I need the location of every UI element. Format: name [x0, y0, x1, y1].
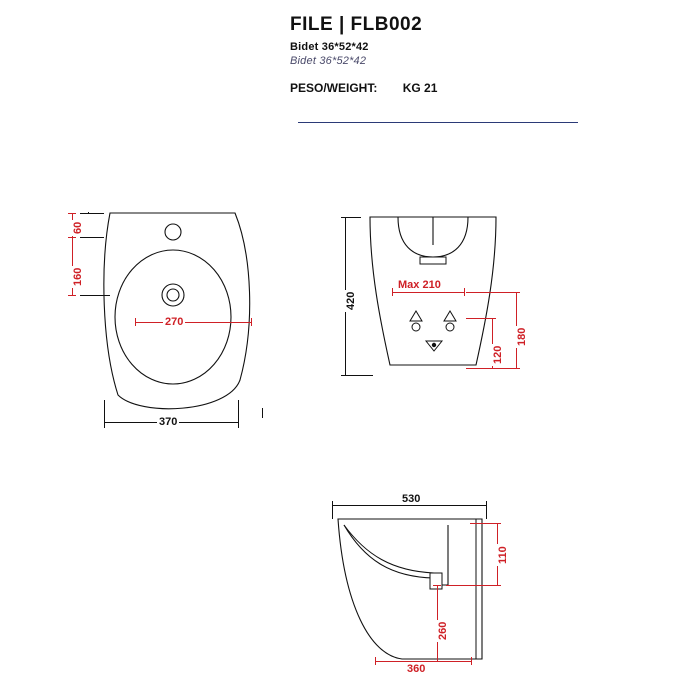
subtitle-english: Bidet 36*52*42 — [290, 55, 367, 67]
top-ext-line-mid — [80, 237, 104, 238]
top-ext-370-left — [104, 400, 105, 428]
side-dim-360-tick-right — [471, 657, 472, 665]
top-dim-270-text: 270 — [165, 316, 184, 328]
top-dim-160-text: 160 — [72, 267, 84, 286]
side-dim-110-text: 110 — [497, 546, 509, 564]
top-dim-270-line — [135, 322, 251, 323]
top-dim-270-tick-left — [135, 318, 136, 326]
front-ext-bottom — [345, 375, 373, 376]
side-ext-530-left — [332, 505, 333, 519]
front-ext-120-top — [466, 318, 496, 319]
front-ext-top — [345, 217, 361, 218]
header-divider — [298, 122, 578, 123]
weight-value: KG 21 — [402, 81, 438, 95]
front-ext-180-top — [466, 292, 520, 293]
front-dim-max210-tick-left — [392, 288, 393, 296]
side-ext-530-right — [486, 505, 487, 519]
top-dim-270-tick-right — [251, 318, 252, 326]
subtitle-italian: Bidet 36*52*42 — [290, 41, 369, 53]
side-view-drawing — [330, 515, 490, 665]
front-ext-180-bottom — [466, 368, 520, 369]
side-view — [330, 515, 490, 665]
front-view — [358, 215, 508, 375]
front-dim-max210-line — [392, 292, 464, 293]
side-dim-360-text: 360 — [407, 663, 426, 675]
top-ext-370-far-right — [262, 408, 263, 418]
weight-label: PESO/WEIGHT: — [290, 81, 378, 95]
side-dim-260-text: 260 — [437, 621, 449, 640]
front-dim-120-text: 120 — [492, 345, 504, 364]
side-dim-360-tick-left — [375, 657, 376, 665]
weight-row — [290, 81, 690, 95]
front-dim-420-text: 420 — [345, 291, 357, 310]
top-ext-370-right — [238, 400, 239, 428]
side-ext-110-top — [470, 523, 500, 524]
side-dim-530-line — [332, 505, 486, 506]
top-dim-60-tick-top — [68, 213, 76, 214]
top-ext-line-top — [80, 213, 104, 214]
front-dim-180-text: 180 — [516, 327, 528, 346]
top-dim-60-text: 60 — [72, 221, 84, 234]
side-dim-260-tick-top — [433, 585, 441, 586]
front-view-drawing — [358, 215, 508, 375]
header-block — [290, 14, 690, 95]
top-dim-160-tick-bottom — [68, 295, 76, 296]
front-dim-max210-tick-right — [464, 288, 465, 296]
side-ext-110-bottom — [446, 585, 500, 586]
side-dim-530-text: 530 — [402, 493, 421, 505]
page-title: FILE | FLB002 — [290, 14, 423, 35]
side-dim-360-line — [375, 661, 471, 662]
front-dim-max210-text: Max 210 — [398, 279, 441, 291]
top-ext-line-bottom — [80, 295, 110, 296]
top-dim-370-text: 370 — [159, 416, 178, 428]
